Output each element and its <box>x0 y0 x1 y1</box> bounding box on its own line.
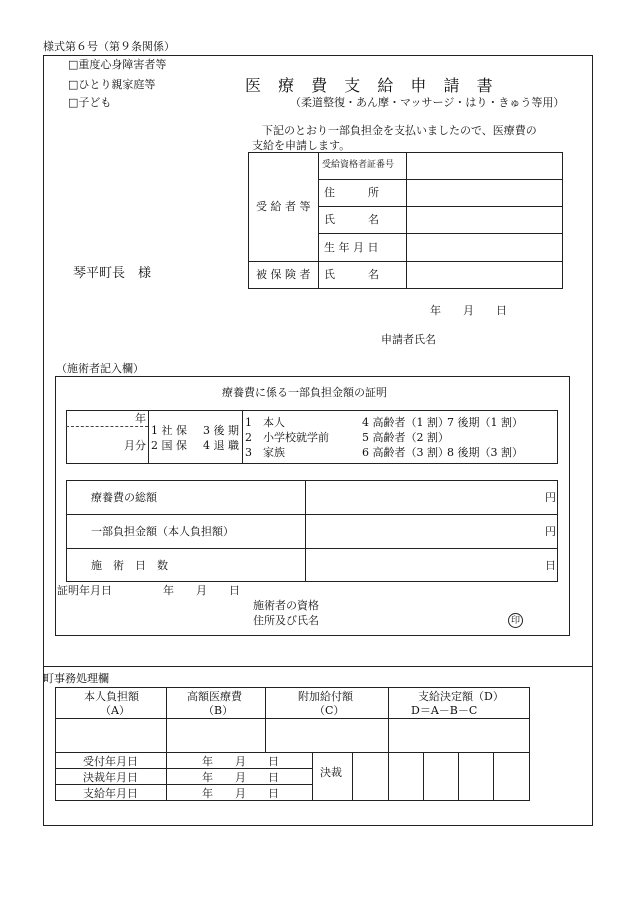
copay-unit: 円 <box>545 525 556 538</box>
address-field[interactable] <box>407 180 562 205</box>
insurance-kokuho: 2 国 保 <box>151 439 187 452</box>
address-label: 住 所 <box>324 186 379 199</box>
kouki-1: 7 後期（1 割） <box>447 416 523 429</box>
category-single-parent[interactable]: □ひとり親家庭等 <box>68 78 156 91</box>
address-name-label: 住所及び氏名 <box>253 614 319 627</box>
form-subtitle: （柔道整復・あん摩・マッサージ・はり・きゅう等用） <box>290 96 565 109</box>
dob-field[interactable] <box>407 234 562 260</box>
header-a-sub: （A） <box>100 704 130 717</box>
form-number: 様式第６号（第９条関係） <box>43 40 175 53</box>
approval-date: 年 月 日 <box>202 771 279 784</box>
header-c-sub: （C） <box>314 704 345 717</box>
elderly-1: 4 高齢者（1 割） <box>362 416 449 429</box>
insured-name-field[interactable] <box>407 262 562 288</box>
category-disabled[interactable]: □重度心身障害者等 <box>68 58 167 71</box>
received-date-label: 受付年月日 <box>83 755 138 768</box>
year-label: 年 <box>135 412 146 425</box>
elderly-3: 6 高齢者（3 割） <box>362 446 449 459</box>
total-cost-unit: 円 <box>545 491 556 504</box>
received-date: 年 月 日 <box>202 755 279 768</box>
practitioner-section-label: （施術者記入欄） <box>56 362 144 375</box>
month-label: 月分 <box>124 439 146 452</box>
cert-date-label: 証明年月日 <box>57 584 112 597</box>
name-field[interactable] <box>407 207 562 232</box>
header-d-formula: D＝A－B－C <box>411 704 478 717</box>
kouki-3: 8 後期（3 割） <box>447 446 523 459</box>
recipient-label: 受 給 者 等 <box>256 200 311 213</box>
approval-date-label: 決裁年月日 <box>83 771 138 784</box>
office-section-label: 町事務処理欄 <box>43 672 109 685</box>
category-child[interactable]: □子ども <box>68 96 112 109</box>
qualification-label: 施術者の資格 <box>253 599 319 612</box>
decision-label: 決裁 <box>320 766 342 779</box>
payment-date-label: 支給年月日 <box>83 787 138 800</box>
cert-date: 年 月 日 <box>163 584 240 597</box>
intro-line-2: 支給を申請します。 <box>252 139 351 152</box>
type-self: 1 本人 <box>245 416 285 429</box>
header-d-title: 支給決定額（D） <box>418 690 504 703</box>
total-cost-label: 療養費の総額 <box>91 491 157 504</box>
cert-number-label: 受給資格者証番号 <box>322 160 395 170</box>
intro-line-1: 下記のとおり一部負担金を支払いましたので、医療費の <box>262 124 537 137</box>
payment-date: 年 月 日 <box>202 787 279 800</box>
header-a-title: 本人負担額 <box>84 690 139 703</box>
insured-name-label: 氏 名 <box>324 268 379 281</box>
applicant-name-label: 申請者氏名 <box>381 333 436 346</box>
header-b-title: 高額医療費 <box>187 690 242 703</box>
dob-label: 生 年 月 日 <box>324 241 379 254</box>
treatment-days-unit: 日 <box>545 559 556 572</box>
insured-label: 被 保 険 者 <box>256 268 311 281</box>
form-title: 医 療 費 支 給 申 請 書 <box>245 76 499 95</box>
practitioner-heading: 療養費に係る一部負担金額の証明 <box>222 386 387 399</box>
treatment-days-label: 施 術 日 数 <box>91 559 168 572</box>
insurance-kouki: 3 後 期 <box>203 424 239 437</box>
cert-number-field[interactable] <box>407 153 562 178</box>
copay-label: 一部負担金額（本人負担額） <box>91 525 234 538</box>
insurance-shaho: 1 社 保 <box>151 424 187 437</box>
name-label: 氏 名 <box>324 213 379 226</box>
seal-mark: 印 <box>508 613 523 628</box>
type-preschool: 2 小学校就学前 <box>245 431 329 444</box>
insurance-taishoku: 4 退 職 <box>203 439 239 452</box>
type-family: 3 家族 <box>245 446 285 459</box>
header-b-sub: （B） <box>203 704 234 717</box>
application-date: 年 月 日 <box>430 304 507 317</box>
addressee: 琴平町長 様 <box>73 266 152 281</box>
elderly-2: 5 高齢者（2 割） <box>362 431 449 444</box>
header-c-title: 附加給付額 <box>298 690 353 703</box>
